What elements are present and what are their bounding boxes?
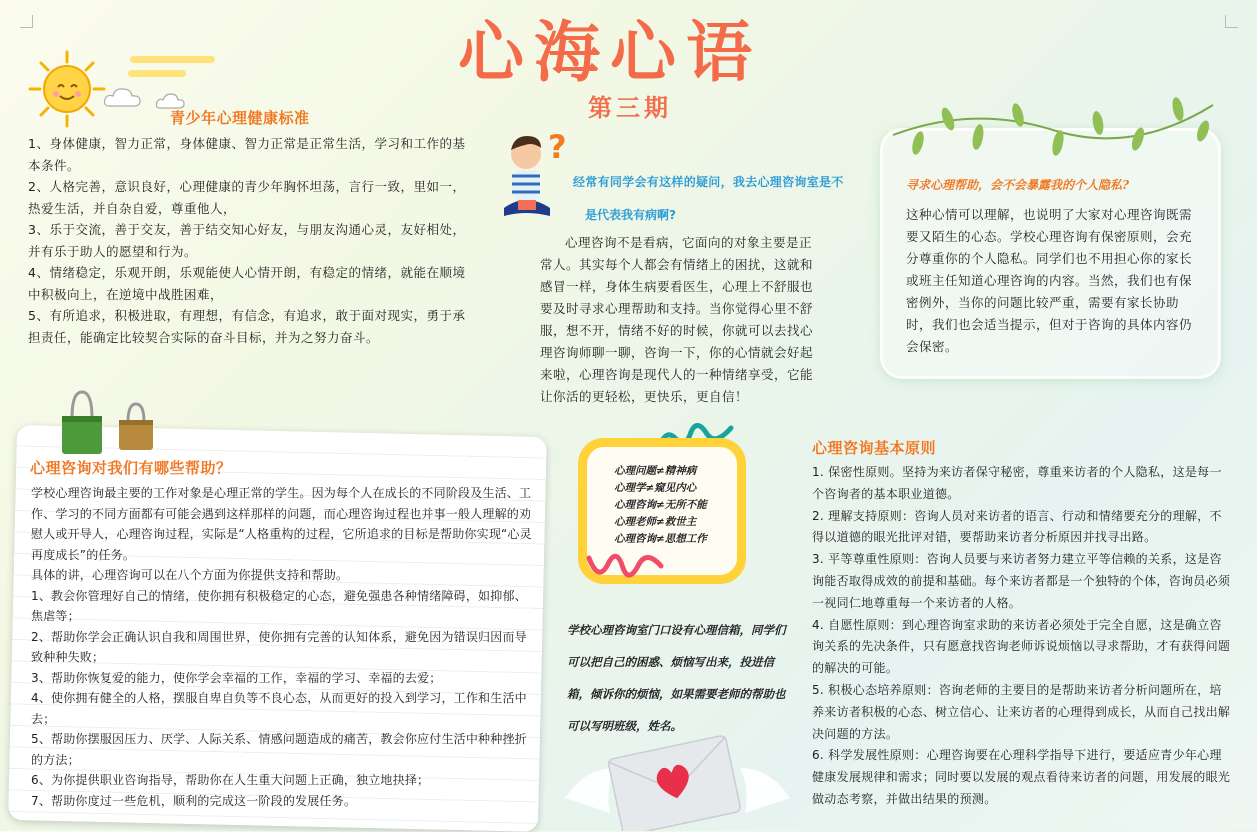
list-item: 7、帮助你度过一些危机，顺利的完成这一阶段的发展任务。 <box>31 793 357 808</box>
highlight-stroke <box>130 56 215 63</box>
question-line-2: 是代表我有病啊? <box>585 208 676 222</box>
myths-list <box>614 463 707 548</box>
list-item: 4、使你拥有健全的人格，摆服自卑自负等不良心态，从而更好的投入到学习，工作和生活中去； <box>31 691 527 726</box>
crop-mark-top-right <box>1225 15 1238 28</box>
list-item: 6、为你提供职业咨询指导，帮助你在人生重大问题上正确，独立地抉择； <box>31 773 430 787</box>
vine-decoration <box>888 95 1218 165</box>
cloud-icon <box>103 86 143 108</box>
svg-text:?: ? <box>548 128 567 166</box>
page-title: 心海心语 <box>458 13 762 91</box>
binder-clip-icon <box>116 400 156 452</box>
list-item: 3、乐于交流，善于交友，善于结交知心好友，与朋友沟通心灵，友好相处，并有乐于助人的愿望和行为。 <box>28 222 466 259</box>
list-item: 6. 科学发展性原则：心理咨询要在心理科学指导下进行，要适应青少年心理健康发展规律和需求；同时要以发展的观点看待来访者的问题，用发展的眼光做动态考察，并做出结果的预测。 <box>812 748 1231 806</box>
help-body <box>31 483 539 811</box>
mailbox-text: 学校心理咨询室门口设有心理信箱，同学们可以把自己的困惑、烦恼写出来，投进信箱，倾诉你的烦恼，如果需要老师的帮助也可以写明班级，姓名。 <box>567 623 786 733</box>
list-item: 4、情绪稳定，乐观开朗，乐观能使人心情开朗，有稳定的情绪，就能在顺境中积极向上，在逆境中战胜困难， <box>28 265 466 302</box>
list-item: 心理问题≠精神病 <box>614 465 697 477</box>
standards-list <box>28 133 470 348</box>
list-item: 1、教会你管理好自己的情绪，使你拥有积极稳定的心态，避免强患各种情绪障碍，如抑郁、焦虐等； <box>31 588 527 623</box>
standards-title: 青少年心理健康标准 <box>170 109 310 127</box>
list-item: 学校心理咨询最主要的工作对象是心理正常的学生。因为每个人在成长的不同阶段及生活、工作、学习的不同方面都有可能会遇到这样那样的问题，而心理咨询过程也并事一般人理解的劝慰人或开导人，心理咨询过程，实际是“人格重构的过程，它所追求的目标是帮助你实现“心灵再度成长”的任务。 <box>31 486 532 562</box>
list-item: 2、帮助你学会正确认识自我和周围世界，使你拥有完善的认知体系，避免因为错误归因而导致种种失败； <box>31 629 527 664</box>
sun-icon <box>28 50 106 128</box>
envelope-heart-icon <box>565 728 790 831</box>
principles-title: 心理咨询基本原则 <box>812 439 937 457</box>
list-item: 1. 保密性原则。坚持为来访者保守秘密，尊重来访者的个人隐私，这是每一个咨询者的基本职业道德。 <box>812 465 1222 501</box>
list-item: 4. 自愿性原则：到心理咨询室求助的来访者必须处于完全自愿，这是确立咨询关系的先决条件，只有愿意找咨询老师诉说烦恼以寻求帮助，才有获得问题的解决的可能。 <box>812 617 1231 676</box>
list-item: 5、帮助你摆服因压力、厌学、人际关系、情感问题造成的痛苦，教会你应付生活中种种挫折的方法； <box>31 732 527 767</box>
privacy-title: 寻求心理帮助，会不会暴露我的个人隐私? <box>906 178 1130 192</box>
list-item: 3、帮助你恢复爱的能力，使你学会幸福的工作，幸福的学习、幸福的去爱； <box>31 670 442 685</box>
privacy-body: 这种心情可以理解，也说明了大家对心理咨询既需要又陌生的心态。学校心理咨询有保密原则，会充分尊重你的个人隐私。同学们也不用担心你的家长或班主任知道心理咨询的内容。当然，我们也有保密例外，当你的问题比较严重，需要有家长协助时，我们也会适当提示，但对于咨询的具体内容仍会保密。 <box>906 207 1193 354</box>
list-item: 具体的讲，心理咨询可以在八个方面为你提供支持和帮助。 <box>31 568 349 582</box>
list-item: 5、有所追求，积极进取，有理想，有信念，有追求，敢于面对现实，勇于承担责任，能确定比较契合实际的奋斗目标，并为之努力奋斗。 <box>28 308 466 345</box>
list-item: 心理老师≠救世主 <box>614 516 697 528</box>
highlight-stroke <box>128 70 186 77</box>
principles-list <box>812 462 1232 811</box>
question-answer: 心理咨询不是看病，它面向的对象主要是正常人。其实每个人都会有情绪上的困扰，这就和感冒一样，身体生病要看医生，心理上不舒服也要及时寻求心理帮助和支持。当你觉得心里不舒服，想不开，情绪不好的时候，你就可以去找心理咨询师聊一聊，咨询一下，你的心情就会好起来啦，心理咨询是现代人的一种情绪享受，它能让你活的更轻松，更快乐，更自信！ <box>540 235 814 404</box>
crop-mark-top-left <box>20 15 33 28</box>
list-item: 心理咨询≠无所不能 <box>614 499 707 511</box>
help-title: 心理咨询对我们有哪些帮助？ <box>30 459 232 477</box>
issue-label: 第三期 <box>588 94 672 122</box>
list-item: 2. 理解支持原则：咨询人员对来访者的语言、行动和情绪要充分的理解，不得以道德的眼光批评对错，要帮助来访者分析原因并找寻出路。 <box>812 508 1222 545</box>
list-item: 3. 平等尊重性原则：咨询人员要与来访者努力建立平等信赖的关系，这是咨询能否取得成效的前提和基础。每个来访者都是一个独特的个体，咨询员必须一视同仁地尊重每一个来访者的人格。 <box>812 552 1231 610</box>
binder-clip-icon <box>58 388 106 458</box>
list-item: 心理咨询≠思想工作 <box>614 533 707 545</box>
list-item: 2、人格完善，意识良好，心理健康的青少年胸怀坦荡，言行一致，里如一，热爱生活，并自杂自爱，尊重他人， <box>28 179 466 216</box>
list-item: 5. 积极心态培养原则：咨询老师的主要目的是帮助来访者分析问题所在，培养来访者积极的心态、树立信心、让来访者的心理得到成长，从而自己找出解决问题的方法。 <box>812 682 1231 741</box>
thinking-boy-icon <box>500 128 580 224</box>
ribbon-decoration <box>585 548 665 582</box>
list-item: 心理学≠窥见内心 <box>614 482 697 494</box>
question-line-1: 经常有同学会有这样的疑问，我去心理咨询室是不 <box>573 175 844 189</box>
list-item: 1、身体健康，智力正常，身体健康、智力正常是正常生活，学习和工作的基本条件。 <box>28 136 466 173</box>
